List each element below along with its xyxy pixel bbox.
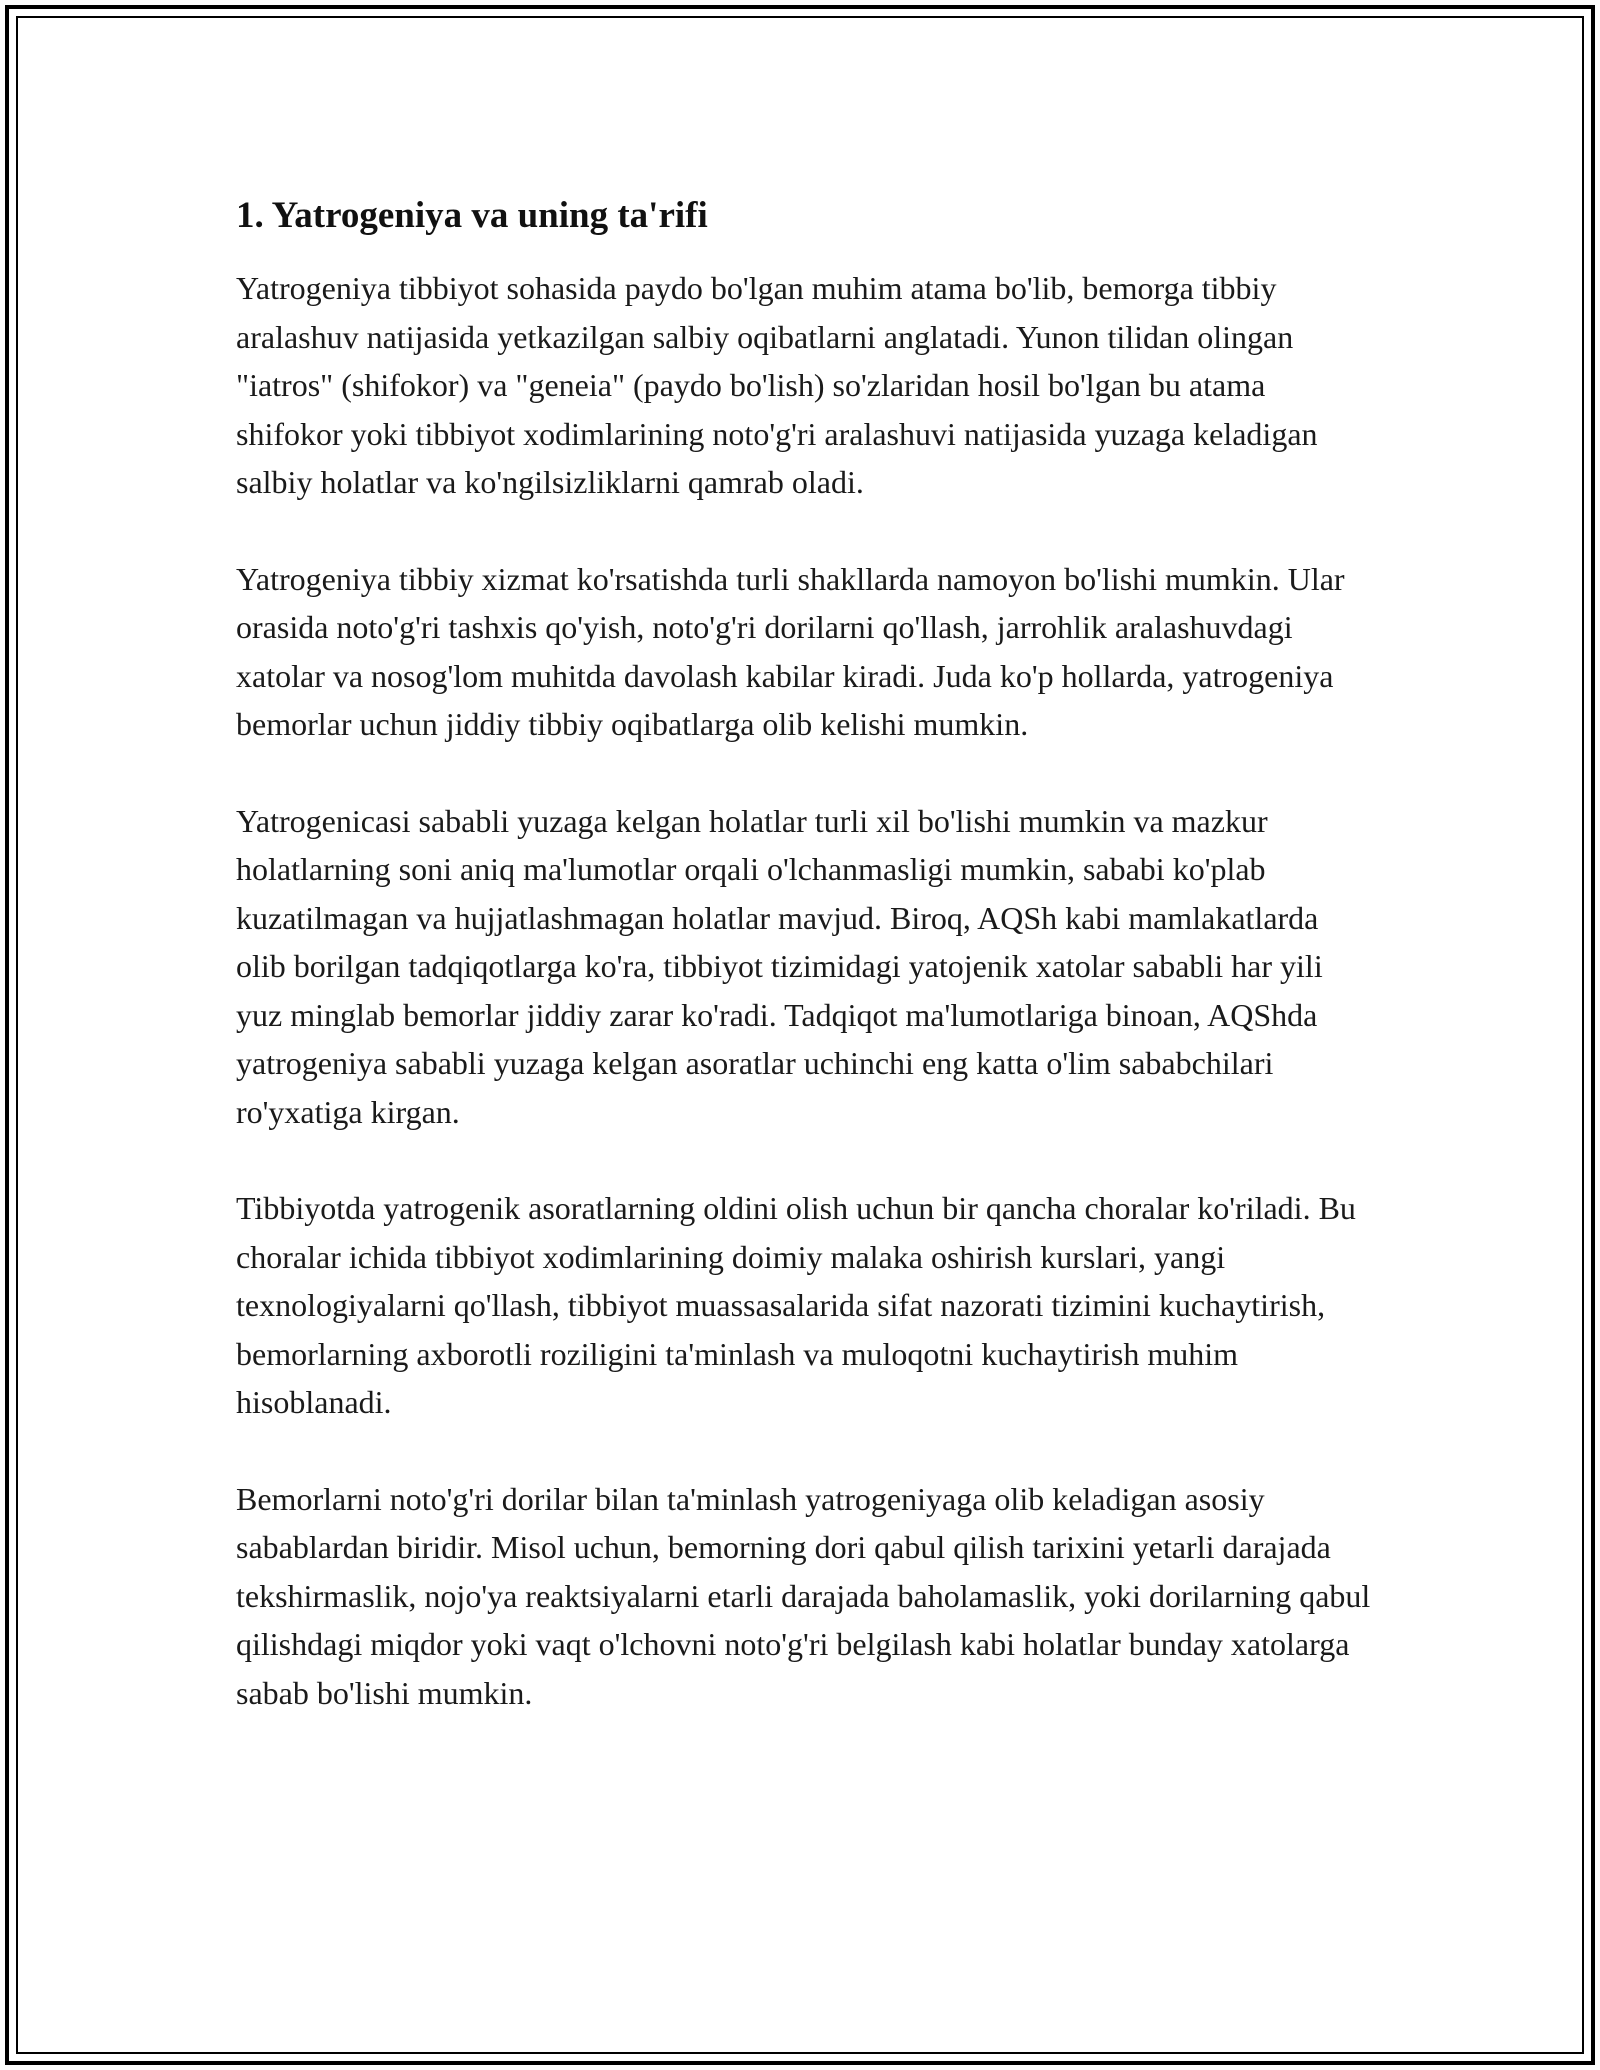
paragraph-definition: Yatrogeniya tibbiyot sohasida paydo bo'lgan muhim atama bo'lib, bemorga tibbiy aralashuv natijasida yetkazilgan salbiy oqibatlarni anglatadi. Yunon tilidan olingan "iatros" (shifokor) va "geneia" (paydo bo'lish) so'zlaridan hosil bo'lgan bu atama shifokor yoki tibbiyot xodimlarining noto'g'ri aralashuvi natijasida yuzaga keladigan salbiy holatlar va ko'ngilsizliklarni qamrab oladi. <box>236 270 1318 500</box>
paragraph-medication-errors: Bemorlarni noto'g'ri dorilar bilan ta'minlash yatrogeniyaga olib keladigan asosiy sabablardan biridir. Misol uchun, bemorning dori qabul qilish tarixini yetarli darajada tekshirmaslik, nojo'ya reaktsiyalarni etarli darajada baholamaslik, yoki dorilarning qabul qilishdagi miqdor yoki vaqt o'lchovni noto'g'ri belgilash kabi holatlar bunday xatolarga sabab bo'lishi mumkin. <box>236 1480 1371 1711</box>
paragraph-prevention: Tibbiyotda yatrogenik asoratlarning oldini olish uchun bir qancha choralar ko'riladi. Bu choralar ichida tibbiyot xodimlarining doimiy malaka oshirish kurslari, yangi texnologiyalarni qo'llash, tibbiyot muassasalarida sifat nazorati tizimini kuchaytirish, bemorlarning axborotli roziligini ta'minlash va muloqotni kuchaytirish muhim hisoblanadi. <box>236 1190 1356 1420</box>
document-body <box>236 188 1376 1765</box>
paragraph-forms: Yatrogeniya tibbiy xizmat ko'rsatishda turli shakllarda namoyon bo'lishi mumkin. Ular orasida noto'g'ri tashxis qo'yish, noto'g'ri dorilarni qo'llash, jarrohlik aralashuvdagi xatolar va nosog'lom muhitda davolash kabilar kiradi. Juda ko'p hollarda, yatrogeniya bemorlar uchun jiddiy tibbiy oqibatlarga olib kelishi mumkin. <box>236 560 1345 742</box>
section-heading: 1. Yatrogeniya va uning ta'rifi <box>236 195 708 236</box>
paragraph-statistics: Yatrogenicasi sababli yuzaga kelgan holatlar turli xil bo'lishi mumkin va mazkur holatlarning soni aniq ma'lumotlar orqali o'lchanmasligi mumkin, sababi ko'plab kuzatilmagan va hujjatlashmagan holatlar mavjud. Biroq, AQSh kabi mamlakatlarda olib borilgan tadqiqotlarga ko'ra, tibbiyot tizimidagi yatojenik xatolar sababli har yili yuz minglab bemorlar jiddiy zarar ko'radi. Tadqiqot ma'lumotlariga binoan, AQShda yatrogeniya sababli yuzaga kelgan asoratlar uchinchi eng katta o'lim sababchilari ro'yxatiga kirgan. <box>236 802 1323 1130</box>
